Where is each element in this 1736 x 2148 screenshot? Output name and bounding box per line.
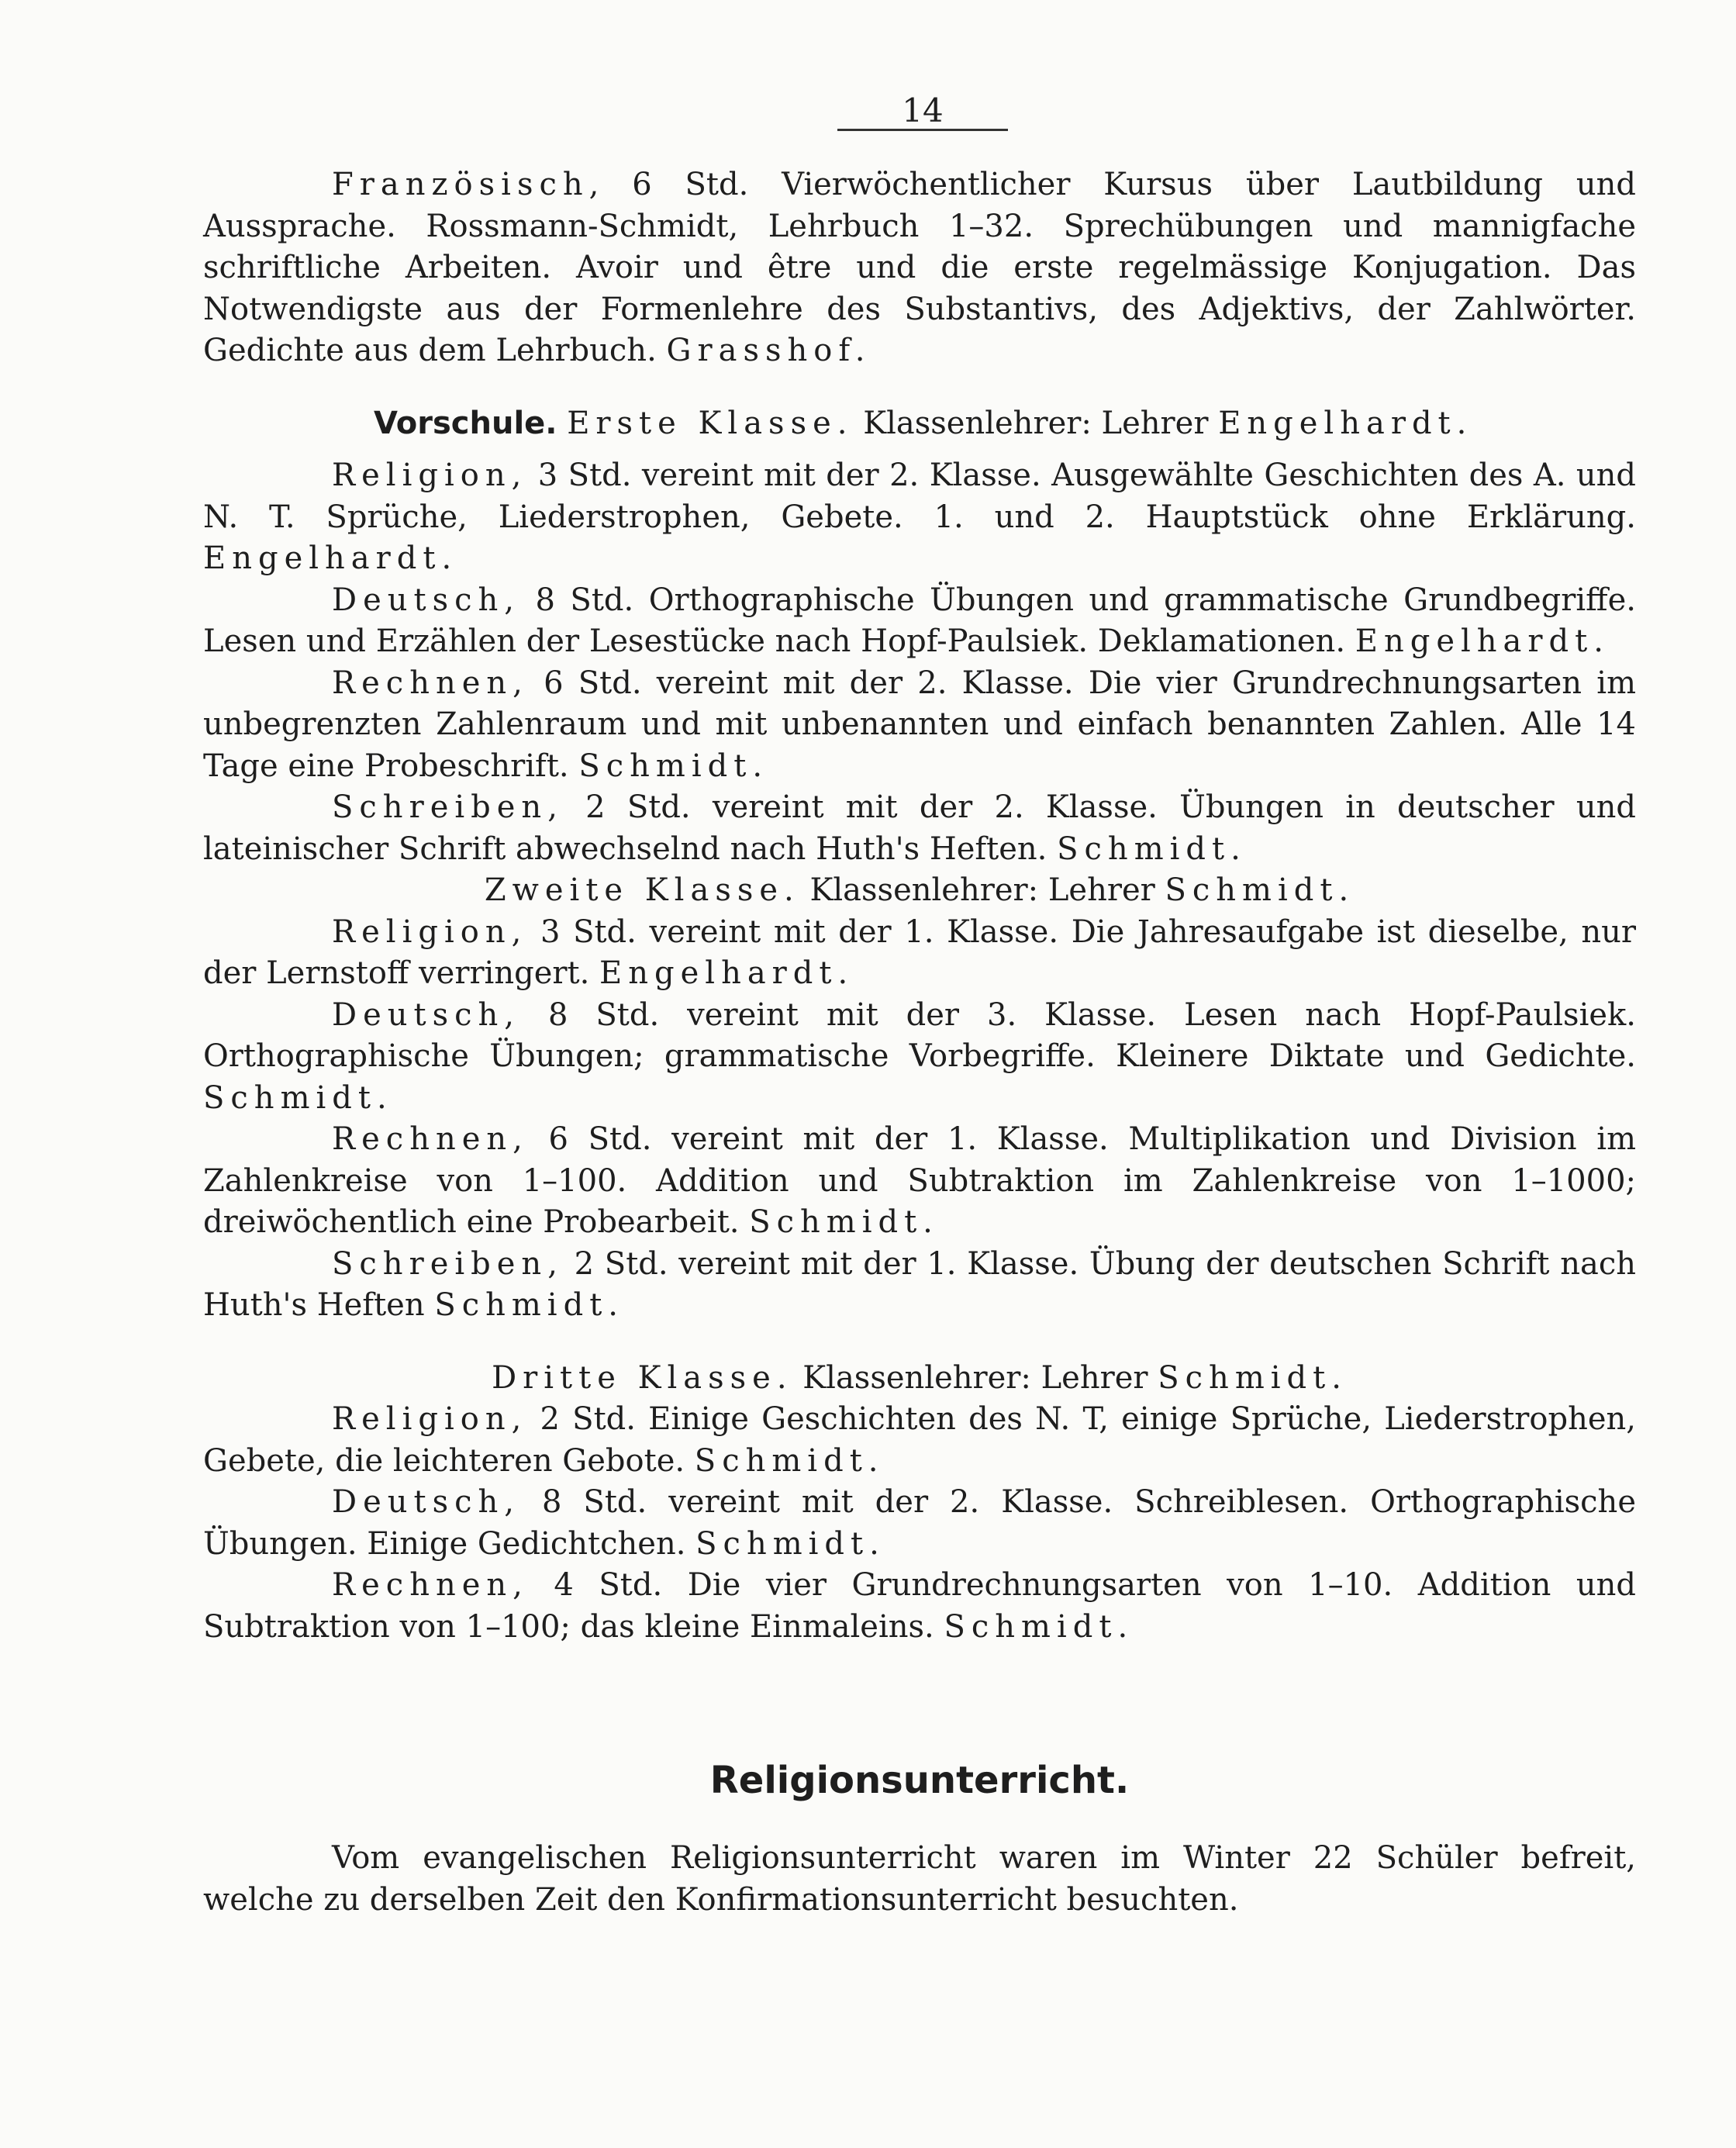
teacher-name: Schmidt. [694, 1442, 885, 1479]
paragraph-text: 2 Std. Einige Geschichten des N. T, einige Sprüche, Liederstrophen, Gebete, die leichteren Gebote. [203, 1401, 1636, 1479]
subject-name: Religion, [332, 458, 528, 493]
teacher-name: Engelhardt. [1218, 405, 1473, 441]
teacher-name: Schmidt. [695, 1525, 885, 1562]
subject-paragraph [203, 1399, 1636, 1482]
subject-paragraph [203, 1119, 1636, 1244]
zweite-klasse-heading [203, 870, 1636, 912]
subject-name: Schreiben, [332, 789, 564, 825]
paragraph-text: 6 Std. vereint mit der 1. Klasse. Multiplikation und Division im Zahlenkreise von 1–100. Addition und Subtraktion im Zahlenkreise von 1–1000; dreiwöchentlich eine Probearbeit. [203, 1121, 1636, 1240]
subject-name: Schreiben, [332, 1245, 564, 1282]
subject-name: Rechnen, [332, 1567, 529, 1603]
section-title: Vorschule. [374, 405, 557, 441]
french-paragraph [203, 164, 1636, 372]
teacher-name: Engelhardt. [1355, 623, 1610, 659]
religion-section [203, 1838, 1636, 1921]
teacher-name: Engelhardt. [599, 955, 854, 991]
teacher-name: Engelhardt. [203, 540, 458, 576]
subject-name: Rechnen, [332, 1121, 529, 1157]
paragraph-text: , 6 Std. Vierwöchentlicher Kursus über Lautbildung und Aussprache. Rossmann-Schmidt, Lehrbuch 1–32. Sprechübungen und mannigfache schriftliche Arbeiten. Avoir und être und die erste regelmässige Konjugation. Das Notwendigste aus der Formenlehre des Substantivs, des Adjektivs, der Zahlwörter. Gedichte aus dem Lehrbuch. [203, 167, 1636, 368]
subject-paragraph [203, 455, 1636, 580]
teacher-name: Schmidt. [434, 1287, 624, 1323]
paragraph-text: 8 Std. vereint mit der 3. Klasse. Lesen nach Hopf-Paulsiek. Orthographische Übungen; grammatische Vorbegriffe. Kleinere Diktate und Gedichte. [203, 996, 1636, 1074]
teacher-name: Schmidt. [578, 748, 769, 784]
teacher-name: Schmidt. [944, 1608, 1134, 1645]
subject-paragraph [203, 663, 1636, 788]
teacher-label: Klassenlehrer: Lehrer [863, 405, 1209, 441]
paragraph-text: 4 Std. Die vier Grundrechnungsarten von 1–10. Addition und Subtraktion von 1–100; das kleine Einmaleins. [203, 1567, 1636, 1645]
class-label: Erste Klasse. [567, 405, 854, 441]
teacher-name: Schmidt. [1057, 831, 1247, 867]
vorschule-heading [203, 403, 1636, 445]
paragraph-text: 8 Std. vereint mit der 2. Klasse. Schreiblesen. Orthographische Übungen. Einige Gedichtchen. [203, 1484, 1636, 1562]
subject-paragraph [203, 995, 1636, 1120]
teacher-name: Grasshof. [666, 333, 871, 368]
subject-paragraph [203, 912, 1636, 995]
subject-paragraph [203, 787, 1636, 870]
subject-paragraph [203, 1565, 1636, 1648]
subject-name: Religion, [332, 1401, 528, 1437]
teacher-name: Schmidt. [749, 1204, 939, 1240]
paragraph-text: 3 Std. vereint mit der 2. Klasse. Ausgewählte Geschichten des A. und N. T. Sprüche, Liederstrophen, Gebete. 1. und 2. Hauptstück ohne Erklärung. [203, 458, 1636, 535]
subject-name: Deutsch, [332, 1484, 520, 1520]
subject-name: Französisch [332, 167, 589, 202]
teacher-name: Schmidt. [1158, 1359, 1348, 1396]
class-label: Dritte Klasse. [492, 1359, 793, 1396]
paragraph-text: 8 Std. Orthographische Übungen und grammatische Grundbegriffe. Lesen und Erzählen der Lesestücke nach Hopf-Paulsiek. Deklamationen. [203, 582, 1636, 659]
paragraph-text: 2 Std. vereint mit der 2. Klasse. Übungen in deutscher und lateinischer Schrift abwechselnd nach Huth's Heften. [203, 789, 1636, 867]
page-number: 14 [902, 92, 944, 130]
paragraph-text: 6 Std. vereint mit der 2. Klasse. Die vier Grundrechnungsarten im unbegrenzten Zahlenraum und mit unbenannten und einfach benannten Zahlen. Alle 14 Tage eine Probeschrift. [203, 665, 1636, 784]
subject-paragraph [203, 1482, 1636, 1565]
subject-name: Religion, [332, 913, 528, 950]
subject-paragraph [203, 580, 1636, 663]
teacher-label: Klassenlehrer: Lehrer [802, 1359, 1148, 1396]
teacher-label: Klassenlehrer: Lehrer [809, 872, 1155, 908]
subject-paragraph [203, 1244, 1636, 1327]
page-number-rule [837, 129, 1008, 131]
religion-paragraph: Vom evangelischen Religionsunterricht waren im Winter 22 Schüler befreit, welche zu derselben Zeit den Konfirmationsunterricht besuchten. [203, 1840, 1636, 1918]
subject-name: Deutsch, [332, 996, 520, 1033]
teacher-name: Schmidt. [1165, 872, 1355, 908]
main-text [203, 164, 1636, 1648]
paragraph-text: 2 Std. vereint mit der 1. Klasse. Übung der deutschen Schrift nach Huth's Heften [203, 1245, 1636, 1323]
paragraph-text: 3 Std. vereint mit der 1. Klasse. Die Jahresaufgabe ist dieselbe, nur der Lernstoff verringert. [203, 913, 1636, 991]
subject-name: Deutsch, [332, 582, 520, 618]
teacher-name: Schmidt. [203, 1079, 393, 1116]
class-label: Zweite Klasse. [484, 872, 800, 908]
dritte-klasse-heading [203, 1358, 1636, 1400]
subject-name: Rechnen, [332, 665, 529, 701]
religionsunterricht-heading: Religionsunterricht. [709, 1759, 1130, 1802]
